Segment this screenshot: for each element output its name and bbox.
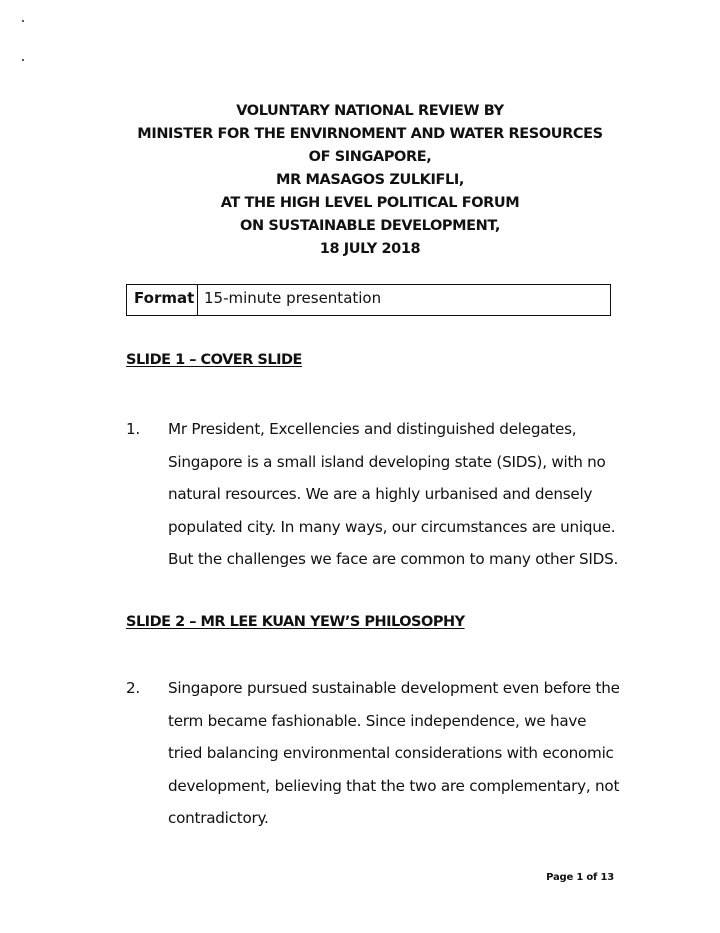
scan-speck	[22, 20, 24, 22]
paragraph-line: development, believing that the two are complementary, not	[168, 776, 620, 795]
paragraph-line: term became fashionable. Since independence, we have	[168, 711, 587, 730]
paragraph-line: populated city. In many ways, our circumstances are unique.	[168, 517, 616, 536]
title-line: 18 JULY 2018	[319, 241, 421, 257]
paragraph-line: But the challenges we face are common to many other SIDS.	[168, 550, 619, 568]
title-line: MR MASAGOS ZULKIFLI,	[276, 172, 464, 188]
format-table	[126, 284, 611, 316]
title-line: VOLUNTARY NATIONAL REVIEW BY	[236, 103, 504, 119]
scan-speck	[22, 59, 24, 61]
paragraph-line: natural resources. We are a highly urbanised and densely	[168, 485, 593, 503]
title-line: MINISTER FOR THE ENVIRNOMENT AND WATER RESOURCES	[137, 126, 603, 142]
paragraph-line: Singapore is a small island developing state (SIDS), with no	[168, 452, 606, 471]
paragraph-text	[168, 420, 628, 583]
title-line: ON SUSTAINABLE DEVELOPMENT,	[240, 218, 500, 234]
paragraph-text	[168, 679, 628, 842]
paragraph-number: 2.	[126, 679, 140, 697]
title-line: OF SINGAPORE,	[308, 149, 432, 165]
paragraph-number: 1.	[126, 420, 140, 438]
section-heading-slide-2: SLIDE 2 – MR LEE KUAN YEW’S PHILOSOPHY	[126, 614, 465, 630]
document-title	[0, 100, 720, 261]
paragraph-line: Singapore pursued sustainable development even before the	[168, 679, 620, 697]
format-value: 15-minute presentation	[204, 289, 382, 307]
paragraph-line: tried balancing environmental considerations with economic	[168, 744, 614, 762]
paragraph-line: contradictory.	[168, 809, 269, 827]
paragraph-line: Mr President, Excellencies and distinguished delegates,	[168, 420, 577, 438]
title-line: AT THE HIGH LEVEL POLITICAL FORUM	[220, 195, 520, 211]
section-heading-slide-1: SLIDE 1 – COVER SLIDE	[126, 352, 302, 368]
format-label: Format	[127, 285, 198, 315]
page-number: Page 1 of 13	[546, 872, 614, 883]
